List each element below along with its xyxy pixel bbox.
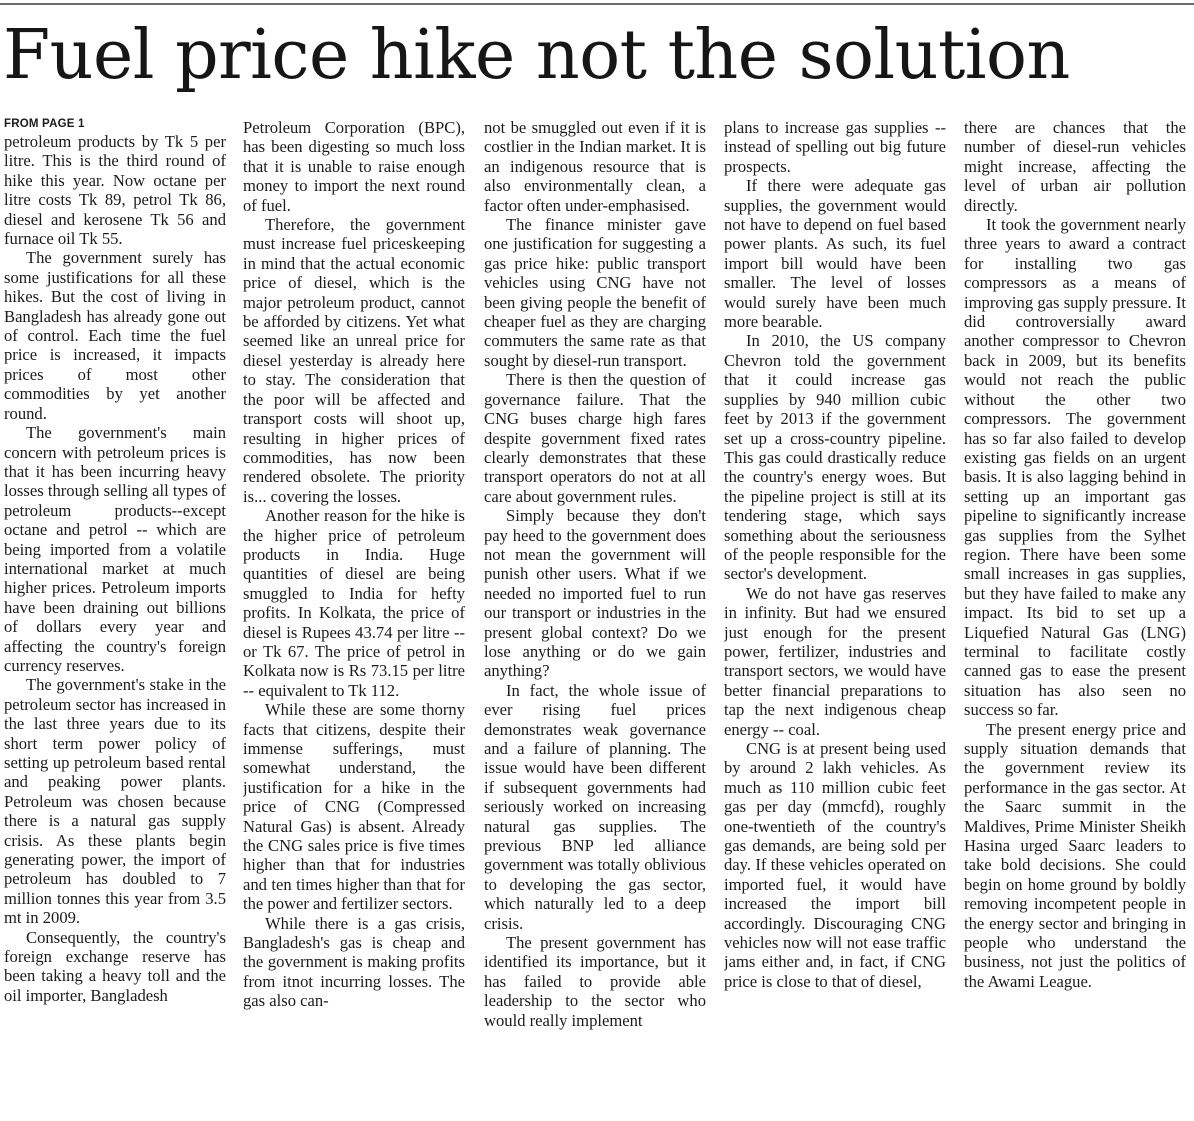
paragraph: Therefore, the government must increase fuel priceskeeping in mind that the actual economic price of diesel, which is the major petroleum product, cannot be afforded by citizens. Yet what seemed like an unreal price for diesel yesterday is already here to stay. The consideration that the poor will be affected and transport costs will shoot up, resulting in higher prices of commodities, has now been rendered obsolete. The priority is... covering the losses.: [243, 215, 465, 506]
paragraph: Petroleum Corporation (BPC), has been digesting so much loss that it is unable to raise enough money to import the next round of fuel.: [243, 118, 465, 215]
paragraph: The government's stake in the petroleum sector has increased in the last three years due to its short term power policy of setting up petroleum based rental and peaking power plants. Petroleum was chosen because there is a natural gas supply crisis. As these plants begin generating power, the import of petroleum has doubled to 7 million tonnes this year from 3.5 mt in 2009.: [4, 675, 226, 928]
paragraph: there are chances that the number of diesel-run vehicles might increase, affecting the level of urban air pollution directly.: [964, 118, 1186, 215]
paragraph: The present energy price and supply situation demands that the government review its performance in the gas sector. At the Saarc summit in the Maldives, Prime Minister Sheikh Hasina urged Saarc leaders to take bold decisions. She could begin on home ground by boldly removing incompetent people in the energy sector and bringing in people who understand the business, not just the politics of the Awami League.: [964, 719, 1186, 991]
paragraph: Another reason for the hike is the higher price of petroleum products in India. Huge quantities of diesel are being smuggled to India for hefty profits. In Kolkata, the price of diesel is Rupees 43.74 per litre -- or Tk 67. The price of petrol in Kolkata now is Rs 73.15 per litre -- equivalent to Tk 112.: [243, 506, 465, 700]
paragraph: Simply because they don't pay heed to the government does not mean the government will punish other users. What if we needed no imported fuel to run our transport or industries in the present global context? Do we lose anything or do we gain anything?: [484, 506, 706, 681]
paragraph: petroleum products by Tk 5 per litre. This is the third round of hike this year. Now octane per litre costs Tk 89, petrol Tk 86, diesel and kerosene Tk 56 and furnace oil Tk 55.: [4, 132, 226, 249]
paragraph: In 2010, the US company Chevron told the government that it could increase gas supplies by 940 million cubic feet by 2013 if the government set up a cross-country pipeline. This gas could drastically reduce the country's energy woes. But the pipeline project is still at its tendering stage, which says something about the seriousness of the people responsible for the sector's development.: [724, 331, 946, 584]
article-body: [0, 118, 1194, 1121]
paragraph: The government surely has some justifications for all these hikes. But the cost of living in Bangladesh has already gone out of control. Each time the fuel price is increased, it impacts prices of most other commodities by yet another round.: [4, 248, 226, 423]
kicker-from-page-1: FROM PAGE 1: [4, 118, 85, 130]
paragraph: It took the government nearly three years to award a contract for installing two gas compressors as a means of improving gas supply pressure. It did controversially award another compressor to Chevron back in 2009, but its benefits would not reach the public without the other two compressors. The government has so far also failed to develop existing gas fields on an urgent basis. It is also lagging behind in setting up an important gas pipeline to significantly increase gas supplies from the Sylhet region. There have been some small increases in gas supplies, but they have failed to make any impact. Its bid to set up a Liquefied Natural Gas (LNG) terminal to facilitate costly canned gas to ease the present situation has also seen no success so far.: [964, 215, 1186, 720]
column-2: [243, 118, 465, 1121]
paragraph: While there is a gas crisis, Bangladesh's gas is cheap and the government is making profits from itnot incurring losses. The gas also can-: [243, 913, 465, 1011]
headline: Fuel price hike not the solution: [3, 16, 1070, 95]
column-5: [964, 118, 1186, 1121]
paragraph: Consequently, the country's foreign exchange reserve has been taking a heavy toll and the oil importer, Bangladesh: [4, 927, 226, 1005]
paragraph: The present government has identified its importance, but it has failed to provide able leadership to the sector who would really implement: [484, 933, 706, 1030]
paragraph: In fact, the whole issue of ever rising fuel prices demonstrates weak governance and a failure of planning. The issue would have been different if subsequent governments had seriously worked on increasing natural gas supplies. The previous BNP led alliance government was totally oblivious to developing the gas sector, which naturally led to a deep crisis.: [484, 680, 706, 933]
paragraph: not be smuggled out even if it is costlier in the Indian market. It is an indigenous resource that is also environmentally clean, a factor often under-emphasised.: [484, 118, 706, 215]
paragraph: While these are some thorny facts that citizens, despite their immense sufferings, must somewhat understand, the justification for a hike in the price of CNG (Compressed Natural Gas) is absent. Already the CNG sales price is five times higher than that for industries and ten times higher than that for the power and fertilizer sectors.: [243, 700, 465, 914]
column-3: [484, 118, 706, 1121]
paragraph: The government's main concern with petroleum prices is that it has been incurring heavy losses through selling all types of petroleum products--except octane and petrol -- which are being imported from a volatile international market at much higher prices. Petroleum imports have been draining out billions of dollars every year and affecting the country's foreign currency reserves.: [4, 423, 226, 675]
paragraph: There is then the question of governance failure. That the CNG buses charge high fares despite government fixed rates clearly demonstrates that these transport operators do not at all care about government rules.: [484, 370, 706, 506]
paragraph: CNG is at present being used by around 2 lakh vehicles. As much as 110 million cubic feet gas per day (mmcfd), roughly one-twentieth of the country's gas demands, are being sold per day. If these vehicles operated on imported fuel, it would have increased the import bill accordingly. Discouraging CNG vehicles now will not ease traffic jams either and, in fact, if CNG price is close to that of diesel,: [724, 739, 946, 991]
paragraph: plans to increase gas supplies -- instead of spelling out big future prospects.: [724, 118, 946, 176]
paragraph: If there were adequate gas supplies, the government would not have to depend on fuel based power plants. As such, its fuel import bill would have been smaller. The level of losses would surely have been much more bearable.: [724, 176, 946, 332]
column-4: [724, 118, 946, 1121]
paragraph: We do not have gas reserves in infinity. But had we ensured just enough for the present power, fertilizer, industries and transport sectors, we would have better financial preparations to tap the next indigenous cheap energy -- coal.: [724, 583, 946, 739]
paragraph: The finance minister gave one justification for suggesting a gas price hike: public transport vehicles using CNG have not been giving people the benefit of cheaper fuel as they are charging commuters the same rate as that sought by diesel-run transport.: [484, 215, 706, 370]
column-1: [4, 118, 226, 1121]
top-rule: [0, 3, 1194, 5]
